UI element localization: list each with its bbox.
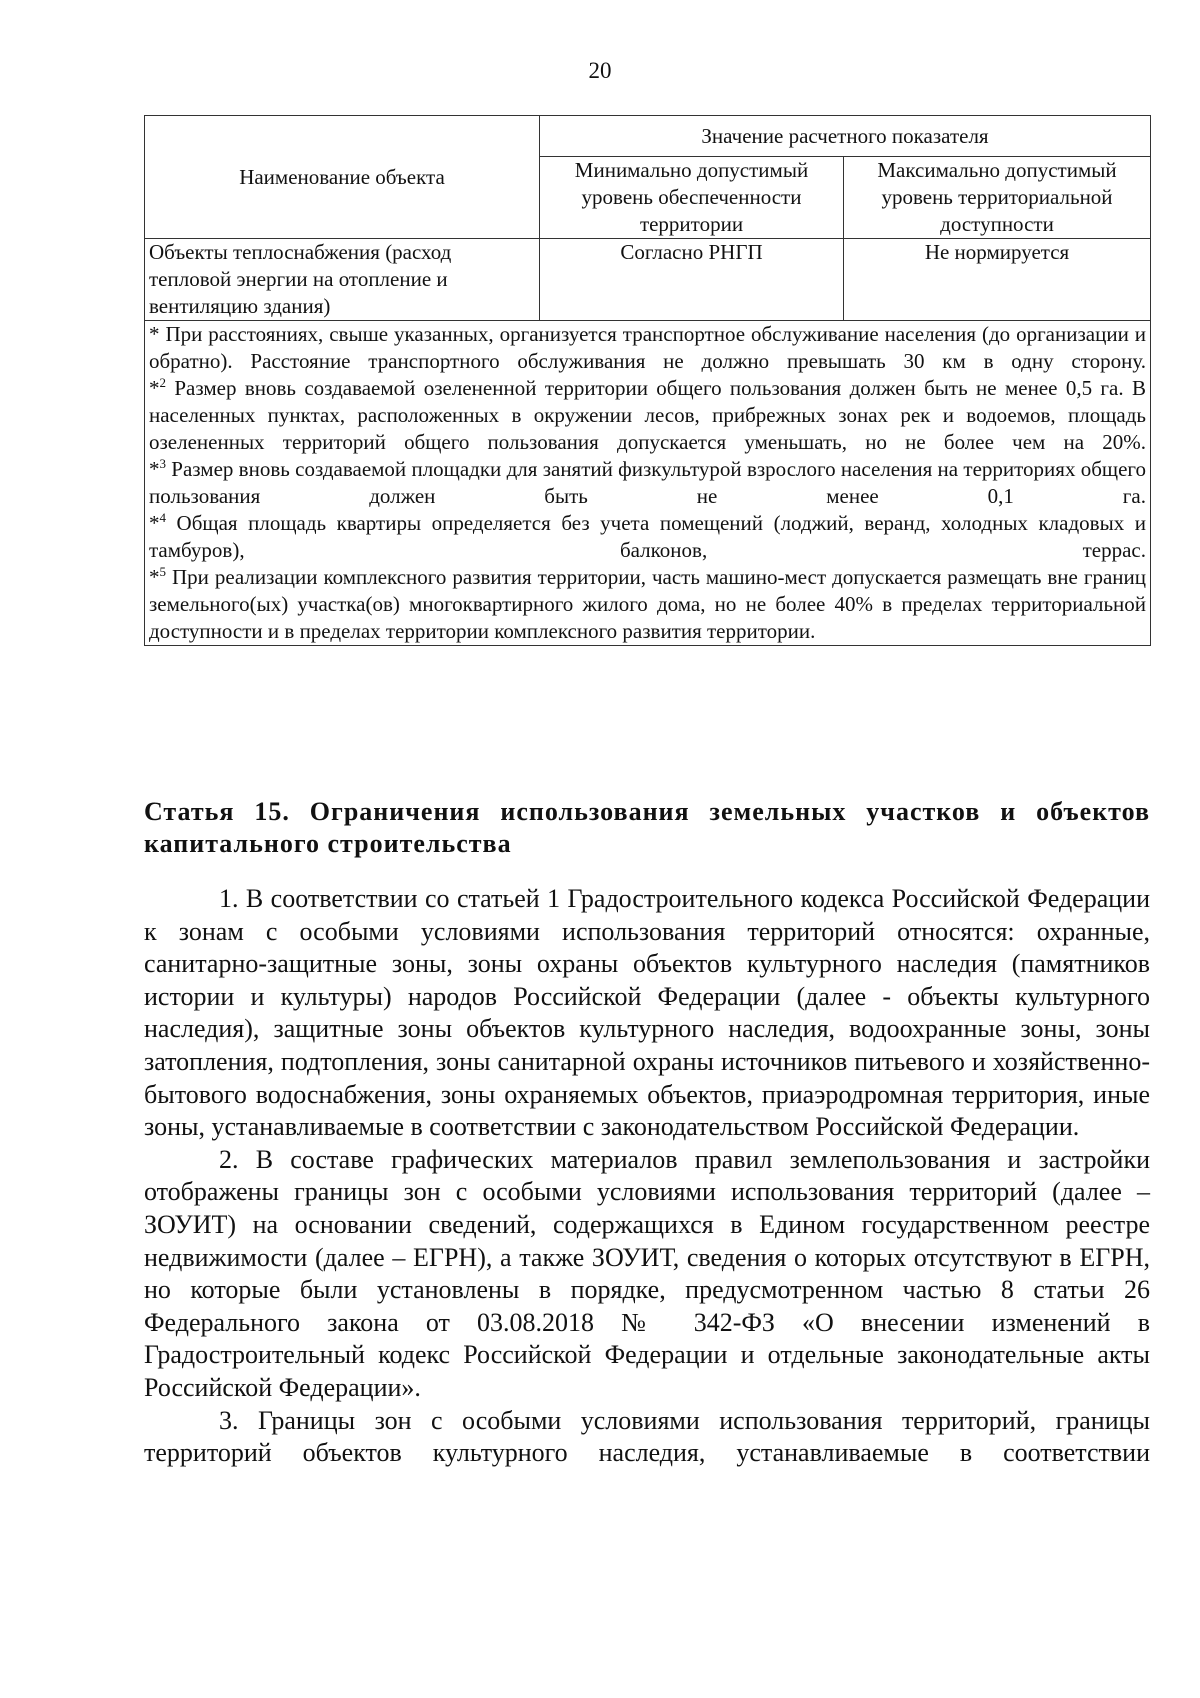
footnote-mark: * — [149, 565, 160, 589]
cell-object: Объекты теплоснабжения (расход тепловой энергии на отопление и вентиляцию здания) — [145, 239, 540, 321]
cell-min: Согласно РНГП — [540, 239, 844, 321]
footnote-sup: 4 — [159, 510, 166, 525]
footnotes — [145, 321, 1151, 646]
table-row — [145, 239, 1151, 321]
cell-max: Не нормируется — [844, 239, 1151, 321]
article-body — [144, 883, 1150, 1470]
footnote-mark: * — [149, 376, 160, 400]
footnote — [149, 510, 1146, 564]
header-min: Минимально допустимый уровень обеспеченности территории — [540, 157, 844, 239]
footnote-mark: * — [149, 322, 160, 346]
header-group: Значение расчетного показателя — [540, 116, 1151, 157]
header-max: Максимально допустимый уровень территориальной доступности — [844, 157, 1151, 239]
footnote-text: При расстояниях, свыше указанных, организуется транспортное обслуживание населения (до организации и обратно). Расстояние транспортного обслуживания не должно превышать 30 км в одну сторону. — [149, 322, 1146, 373]
paragraph: 1. В соответствии со статьей 1 Градостроительного кодекса Российской Федерации к зонам с особыми условиями использования территорий относятся: охранные, санитарно-защитные зоны, зоны охраны объектов культурного наследия (памятников истории и культуры) народов Российской Федерации (далее - объекты культурного наследия), защитные зоны объектов культурного наследия, водоохранные зоны, зоны затопления, подтопления, зоны санитарной охраны источников питьевого и хозяйственно-бытового водоснабжения, зоны охраняемых объектов, приаэродромная территория, иные зоны, устанавливаемые в соответствии с законодательством Российской Федерации. — [144, 884, 1150, 1142]
paragraph: 3. Границы зон с особыми условиями использования территорий, границы территорий объектов культурного наследия, устанавливаемые в соответствии — [144, 1405, 1150, 1468]
footnote-text: При реализации комплексного развития территории, часть машино-мест допускается размещать вне границ земельного(ых) участка(ов) многоквартирного жилого дома, но не более 40% в пределах территориальной доступности и в пределах территории комплексного развития территории. — [149, 565, 1146, 643]
notes-row — [145, 321, 1151, 646]
footnote-sup: 5 — [159, 564, 166, 579]
footnote-text: Размер вновь создаваемой озелененной территории общего пользования должен быть не менее 0,5 га. В населенных пунктах, расположенных в окружении лесов, прибрежных зонах рек и водоемов, площадь озелененных территорий общего пользования допускается уменьшать, но не более чем на 20%. — [149, 376, 1146, 454]
footnote — [149, 375, 1146, 456]
footnote-text: Размер вновь создаваемой площадки для занятий физкультурой взрослого населения на территориях общего пользования должен быть не менее 0,1 га. — [149, 457, 1146, 508]
footnote-sup: 3 — [159, 456, 166, 471]
footnote-text: Общая площадь квартиры определяется без учета помещений (лоджий, веранд, холодных кладовых и тамбуров), балконов, террас. — [149, 511, 1146, 562]
footnote — [149, 456, 1146, 510]
header-object: Наименование объекта — [145, 116, 540, 239]
paragraph: 2. В составе графических материалов правил землепользования и застройки отображены границы зон с особыми условиями использования территорий (далее – ЗОУИТ) на основании сведений, содержащихся в Едином государственном реестре недвижимости (далее – ЕГРН), а также ЗОУИТ, сведения о которых отсутствуют в ЕГРН, но которые были установлены в порядке, предусмотренном частью 8 статьи 26 Федерального закона от 03.08.2018 № 342-ФЗ «О внесении изменений в Градостроительный кодекс Российской Федерации и отдельные законодательные акты Российской Федерации». — [144, 1144, 1150, 1402]
footnote-mark: * — [149, 457, 160, 481]
page-number: 20 — [588, 58, 612, 83]
footnote — [149, 321, 1146, 375]
article-heading: Статья 15. Ограничения использования земельных участков и объектов капитального строительства — [144, 797, 1150, 858]
norms-table — [144, 115, 1151, 646]
footnote — [149, 564, 1146, 645]
footnote-mark: * — [149, 511, 160, 535]
table-header-row — [145, 116, 1151, 157]
footnote-sup: 2 — [159, 375, 166, 390]
